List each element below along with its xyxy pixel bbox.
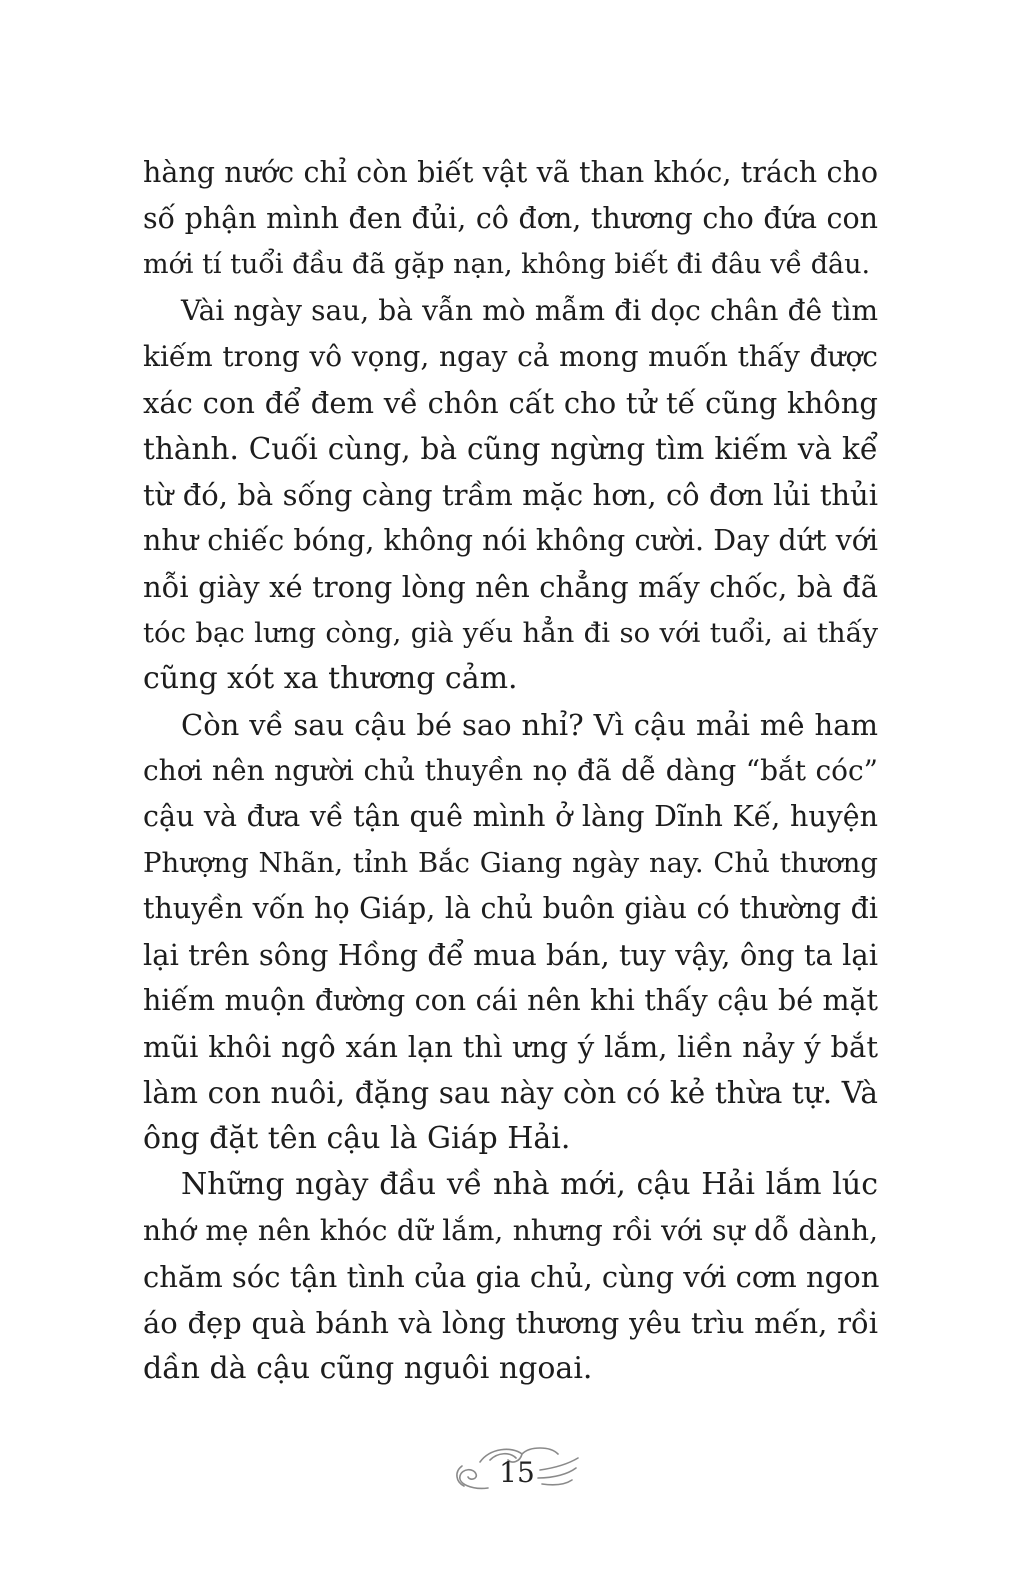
text-line: lại trên sông Hồng để mua bán, tuy vậy, ông ta lại	[143, 938, 878, 972]
text-line: làm con nuôi, đặng sau này còn có kẻ thừa tự. Và	[143, 1076, 878, 1110]
text-line: nhớ mẹ nên khóc dữ lắm, nhưng rồi với sự dỗ dành,	[143, 1214, 878, 1247]
paragraph-4	[143, 1162, 878, 1392]
paragraph-3	[143, 702, 878, 1162]
text-line: như chiếc bóng, không nói không cười. Day dứt với	[143, 524, 878, 557]
text-line: từ đó, bà sống càng trầm mặc hơn, cô đơn lủi thủi	[143, 478, 878, 512]
text-line: cậu và đưa về tận quê mình ở làng Dĩnh Kế, huyện	[143, 800, 878, 833]
text-line: mới tí tuổi đầu đã gặp nạn, không biết đi đâu về đâu.	[143, 249, 871, 280]
text-line: áo đẹp quà bánh và lòng thương yêu trìu mến, rồi	[143, 1306, 878, 1340]
page-footer	[450, 1440, 580, 1510]
text-line: số phận mình đen đủi, cô đơn, thương cho đứa con	[143, 202, 878, 235]
text-line: dần dà cậu cũng nguôi ngoai.	[143, 1351, 593, 1386]
text-line: Phượng Nhãn, tỉnh Bắc Giang ngày nay. Chủ thương	[143, 847, 878, 879]
text-line: Vài ngày sau, bà vẫn mò mẫm đi dọc chân đê tìm	[181, 294, 878, 327]
text-line: nỗi giày xé trong lòng nên chẳng mấy chốc, bà đã	[143, 570, 878, 604]
text-line: xác con để đem về chôn cất cho tử tế cũng không	[143, 386, 878, 420]
text-line: thuyền vốn họ Giáp, là chủ buôn giàu có thường đi	[143, 892, 878, 925]
text-line: ông đặt tên cậu là Giáp Hải.	[143, 1121, 571, 1156]
text-line: chăm sóc tận tình của gia chủ, cùng với cơm ngon	[143, 1260, 880, 1294]
text-line: tóc bạc lưng còng, già yếu hẳn đi so với tuổi, ai thấy	[143, 617, 878, 649]
text-line: chơi nên người chủ thuyền nọ đã dễ dàng “bắt cóc”	[143, 754, 878, 787]
page-number: 15	[499, 1456, 535, 1489]
text-line: Những ngày đầu về nhà mới, cậu Hải lắm lúc	[181, 1167, 878, 1202]
text-line: mũi khôi ngô xán lạn thì ưng ý lắm, liền nảy ý bắt	[143, 1030, 878, 1064]
text-line: thành. Cuối cùng, bà cũng ngừng tìm kiếm và kể	[143, 432, 878, 466]
text-line: kiếm trong vô vọng, ngay cả mong muốn thấy được	[143, 340, 878, 373]
paragraph-1	[143, 150, 878, 288]
body-text	[143, 150, 878, 1392]
text-line: cũng xót xa thương cảm.	[143, 661, 518, 696]
text-line: Còn về sau cậu bé sao nhỉ? Vì cậu mải mê ham	[181, 708, 878, 742]
paragraph-2	[143, 288, 878, 702]
text-line: hàng nước chỉ còn biết vật vã than khóc, trách cho	[143, 156, 878, 189]
text-line: hiếm muộn đường con cái nên khi thấy cậu bé mặt	[143, 984, 878, 1017]
